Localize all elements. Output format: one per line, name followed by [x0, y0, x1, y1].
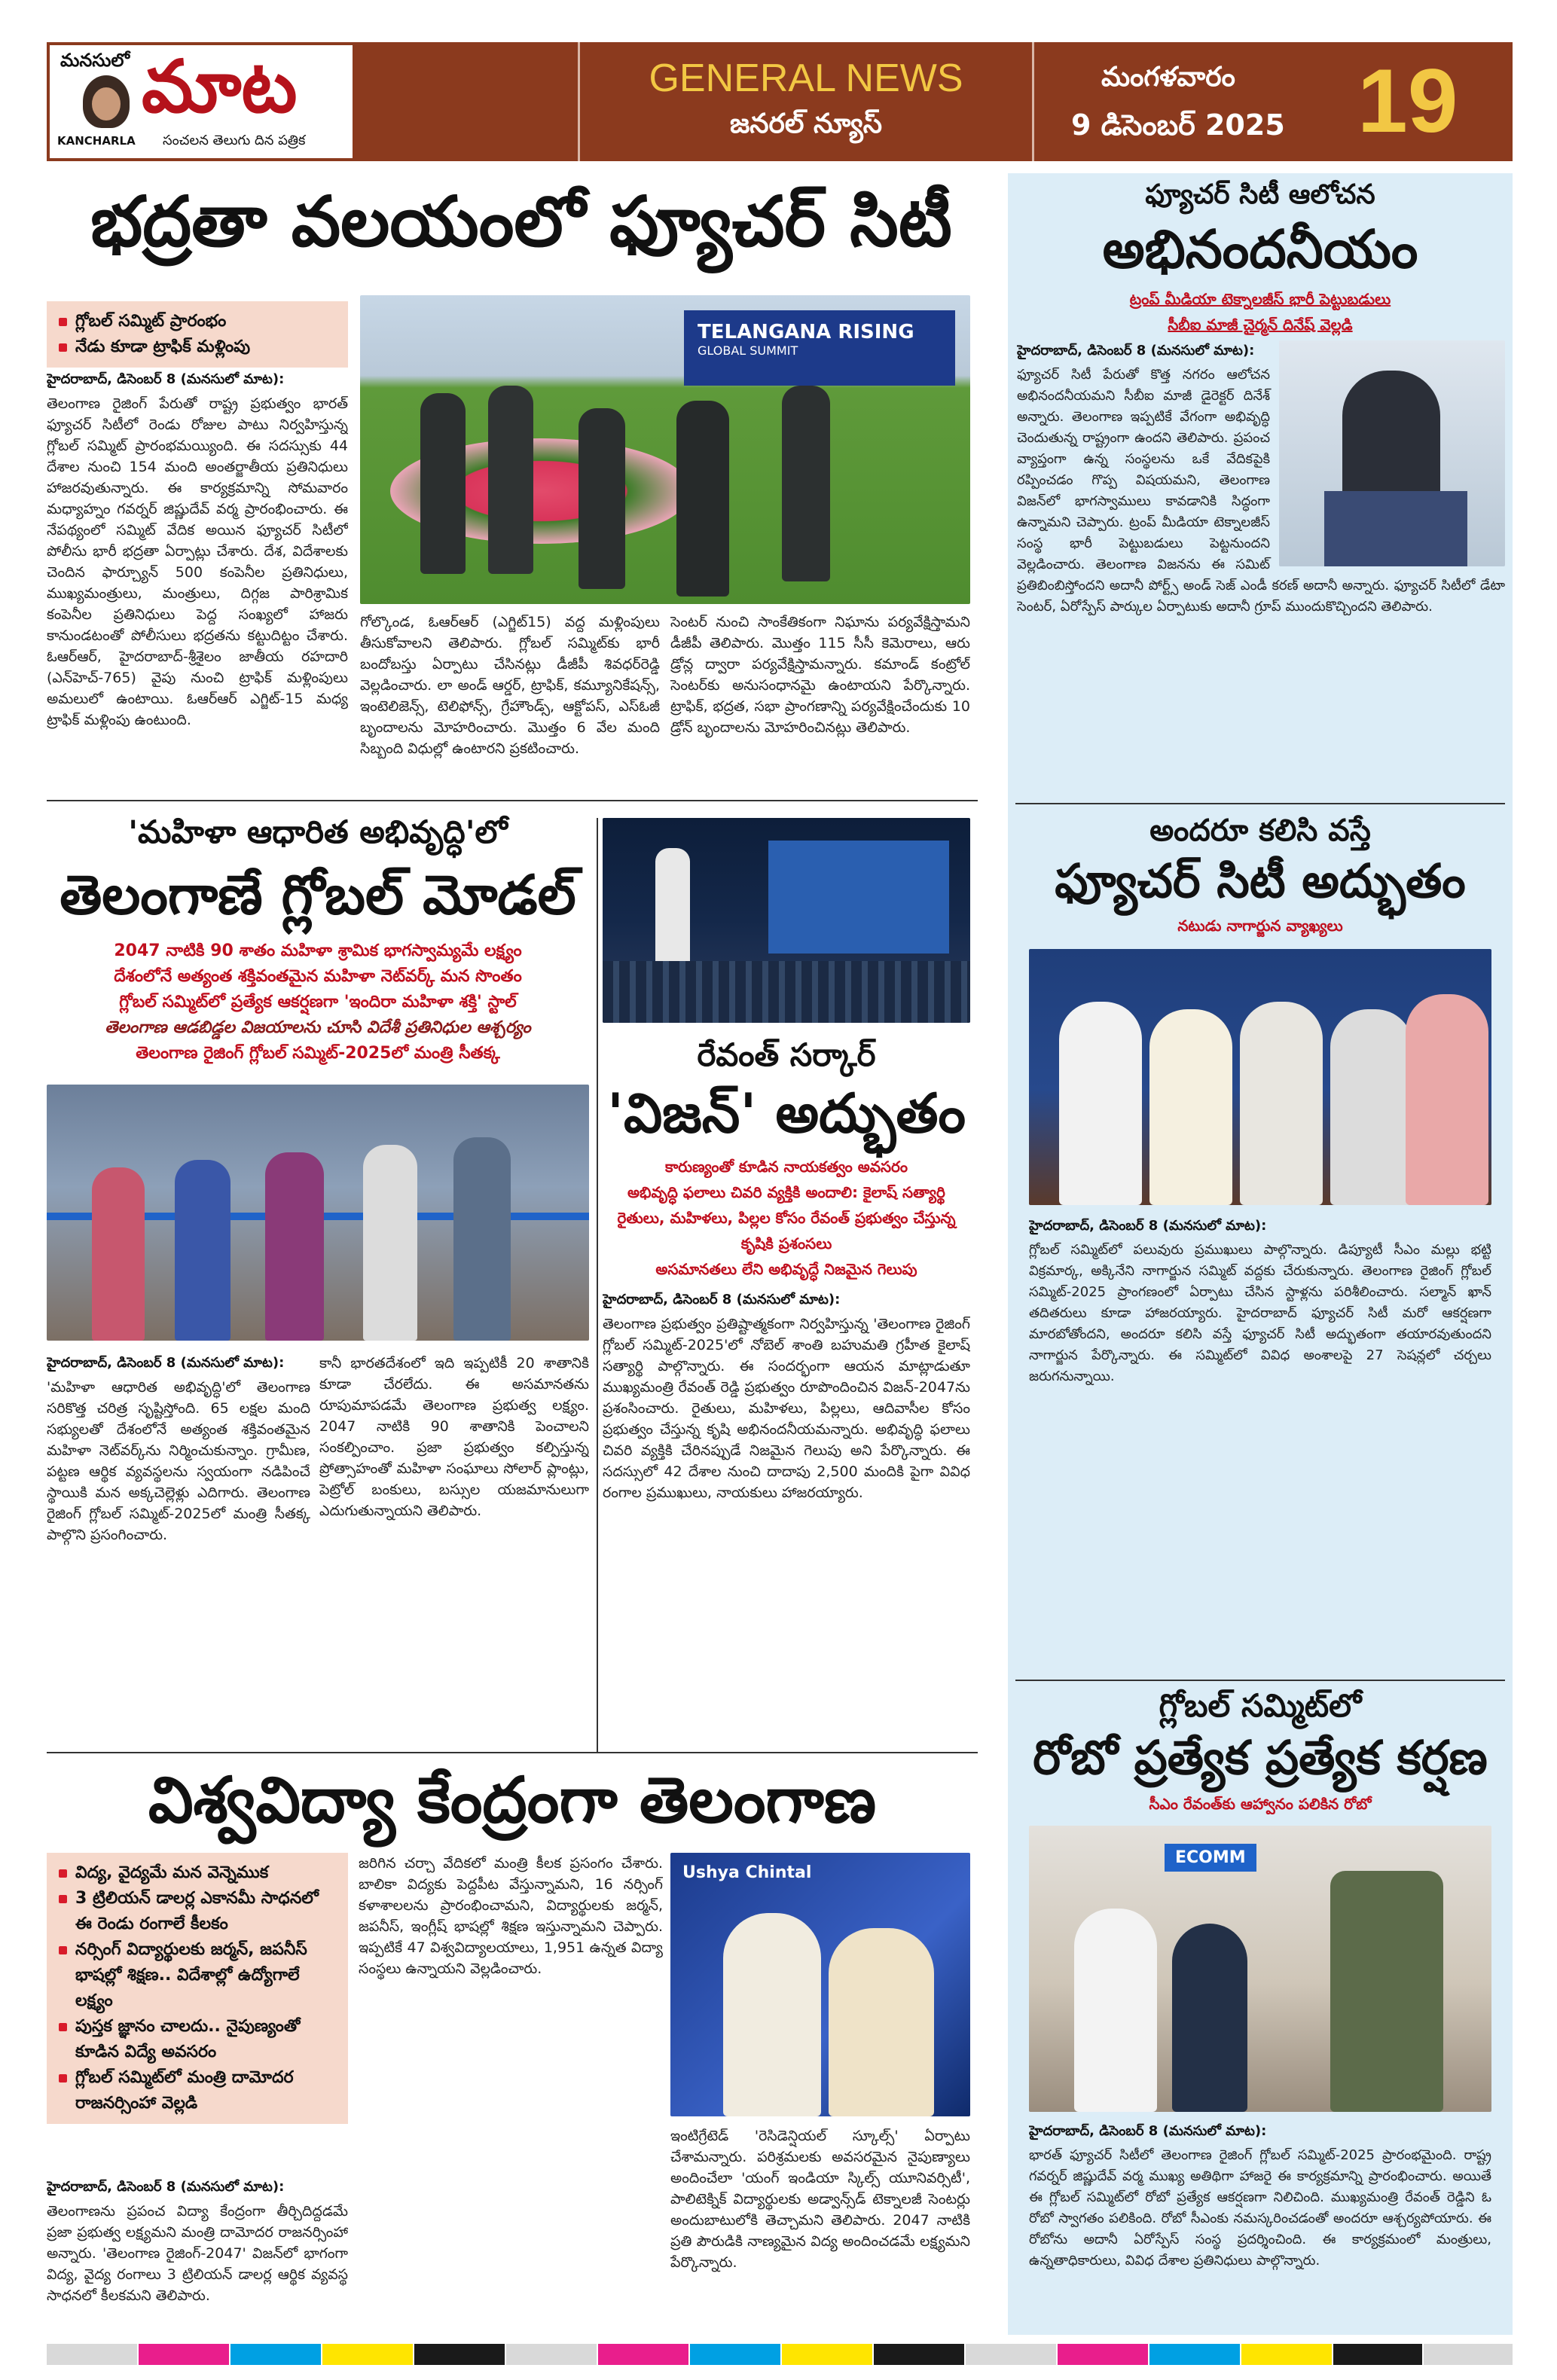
divider [47, 1752, 978, 1753]
guard [676, 401, 729, 597]
story4-col2: జరిగిన చర్చా వేదికలో మంత్రి కీలక ప్రసంగం చేశారు. బాలికా విద్యకు పెద్దపీట వేస్తున్నామని, 16 నర్సింగ్ కళాశాలలను ప్రారంభించామని, విద్యార్థులకు జర్మన్, జపనీస్, ఇంగ్లీష్ భాషల్లో శిక్షణ ఇస్తున్నామని చెప్పారు. ఇప్పటికే 47 విశ్వవిద్యాలయాలు, 1,951 ఉన్నత విద్యా సంస్థలు ఉన్నాయని వెల్లడించారు. [359, 1855, 663, 1977]
dateline: హైదరాబాద్, డిసెంబర్ 8 (మనసులో మాట): [47, 2179, 285, 2195]
sidebar-b-subhead: నటుడు నాగార్జున వ్యాఖ్యలు [1177, 917, 1343, 935]
story1-col2: గోల్కొండ, ఓఆర్ఆర్ (ఎగ్జిట్15) వద్ద మళ్లింపులు తీసుకోవాలని తెలిపారు. గ్లోబల్ సమ్మిట్‌కు భారీ బందోబస్తు ఏర్పాటు చేసినట్లు డీజీపీ శివధర్‌రెడ్డి వెల్లడించారు. లా అండ్ ఆర్డర్, ట్రాఫిక్, కమ్యూనికేషన్స్, ఇంటెలిజెన్స్, టెలిఫోన్స్, గ్రేహౌండ్స్, ఆక్టోపస్, ఎస్‌ఓజీ బృందాలను మోహరించారు. మొత్తం 6 వేల మంది సిబ్బంది విధుల్లో ఉంటారని ప్రకటించారు. [360, 614, 660, 757]
story3-headline: 'విజన్' అద్భుతం [606, 1082, 966, 1145]
divider [47, 800, 978, 801]
audience [603, 961, 970, 1023]
nagarjuna-photo [1029, 949, 1491, 1205]
conference-photo [603, 818, 970, 1023]
person [1406, 994, 1488, 1205]
guard [420, 393, 466, 574]
person [265, 1152, 324, 1341]
story1-headline: భద్రతా వలయంలో ఫ్యూచర్ సిటీ [90, 182, 952, 262]
color-swatch [782, 2344, 872, 2365]
speaker-photo [1279, 340, 1505, 566]
color-swatch [1333, 2344, 1422, 2365]
story1-bullets [47, 301, 348, 368]
color-swatch [966, 2344, 1056, 2365]
dateline: హైదరాబాద్, డిసెంబర్ 8 (మనసులో మాట): [1017, 343, 1255, 359]
color-swatch [47, 2344, 137, 2365]
subhead: రైతులు, మహిళలు, పిల్లల కోసం రేవంత్ ప్రభుత్వం చేస్తున్న కృషికి ప్రశంసలు [617, 1209, 956, 1253]
stage-screen [768, 841, 949, 954]
person [1149, 1009, 1232, 1205]
bullet: పుస్తక జ్ఞానం చాలదు.. నైపుణ్యంతో కూడిన విద్యే అవసరం [54, 2014, 340, 2065]
banner-sub: GLOBAL SUMMIT [698, 343, 798, 358]
story3-subheads [603, 1154, 970, 1282]
story4-col3: ఇంటిగ్రేటెడ్ 'రెసిడెన్షియల్ స్కూల్స్' ఏర్పాటు చేశామన్నారు. పరిశ్రమలకు అవసరమైన నైపుణ్యాలు అందించేలా 'యంగ్ ఇండియా స్కిల్స్ యూనివర్సిటీ', పాలిటెక్నిక్ విద్యార్థులకు అడ్వాన్స్‌డ్ టెక్నాలజీ సెంటర్లు అందుబాటులోకి తెచ్చామని తెలిపారు. 2047 నాటికి ప్రతి పౌరుడికి నాణ్యమైన విద్య అందించడమే లక్ష్యమని పేర్కొన్నారు. [670, 2128, 970, 2271]
sidebar-c-text: భారత్ ఫ్యూచర్ సిటీలో తెలంగాణ రైజింగ్ గ్లోబల్ సమ్మిట్-2025 ప్రారంభమైంది. రాష్ట్ర గవర్నర్ జిష్ణుదేవ్ వర్మ ముఖ్య అతిథిగా హాజరై ఈ కార్యక్రమాన్ని ప్రారంభించారు. అయితే ఈ గ్లోబల్ సమ్మిట్‌లో రోబో ప్రత్యేక ఆకర్షణగా నిలిచింది. ముఖ్యమంత్రి రేవంత్ రెడ్డిని ఓ రోబో స్వాగతం పలికింది. రోబో సీఎంకు నమస్కరించడంతో అందరూ ఆశ్చర్యపోయారు. ఈ రోబోను అదానీ ఏరోస్పేస్ సంస్థ ప్రదర్శించింది. ఈ కార్యక్రమంలో మంత్రులు, ఉన్నతాధికారులు, వివిధ దేశాల ప్రతినిధులు పాల్గొన్నారు. [1029, 2147, 1491, 2269]
bullet: నర్సింగ్ విద్యార్థులకు జర్మన్, జపనీస్ భాషల్లో శిక్షణ.. విదేశాల్లో ఉద్యోగాలే లక్ష్యం [54, 1937, 340, 2014]
security-photo [360, 295, 970, 604]
color-swatch [1424, 2344, 1513, 2365]
color-swatch [414, 2344, 505, 2365]
person [363, 1145, 417, 1341]
speaker [655, 848, 690, 976]
issue-date: 9 డిసెంబర్ 2025 [1071, 108, 1285, 142]
masthead [47, 42, 1513, 161]
brand-portrait-face [92, 87, 121, 121]
story1-col3: సెంటర్ నుంచి సాంకేతికంగా నిఘాను పర్యవేక్షిస్తామని డీజీపీ తెలిపారు. మొత్తం 115 సీసీ కెమెరాలు, ఆరు డ్రోన్ల ద్వారా పర్యవేక్షిస్తామన్నారు. కమాండ్ కంట్రోల్ సెంటర్‌కు అనుసంధానమై ఉంటాయని పేర్కొన్నారు. ట్రాఫిక్, భద్రత, సభా ప్రాంగణాన్ని పర్యవేక్షించేందుకు 10 డ్రోన్ బృందాలను మోహరించినట్లు తెలిపారు. [670, 614, 970, 736]
subhead: ట్రంప్ మీడియా టెక్నాలజీస్ భారీ పెట్టుబడులు [1129, 290, 1391, 308]
color-swatch [1241, 2344, 1332, 2365]
divider [597, 818, 598, 1752]
story3-body-text: తెలంగాణ ప్రభుత్వం ప్రతిష్టాత్మకంగా నిర్వహిస్తున్న 'తెలంగాణ రైజింగ్ గ్లోబల్ సమ్మిట్-2025'లో నోబెల్ శాంతి బహుమతి గ్రహీత కైలాష్ సత్యార్థి పాల్గొన్నారు. ఈ సందర్భంగా ఆయన మాట్లాడుతూ ముఖ్యమంత్రి రేవంత్ రెడ్డి ప్రభుత్వం రూపొందించిన విజన్-2047ను ప్రశంసించారు. రైతులు, మహిళలు, పిల్లలు, ఆదివాసీల కోసం ప్రభుత్వం చేస్తున్న కృషి అభినందనీయమన్నారు. అభివృద్ధి ఫలాలు చివరి వ్యక్తికి చేరినప్పుడే నిజమైన గెలుపు అని పేర్కొన్నారు. ఈ సదస్సులో 42 దేశాల నుంచి దాదాపు 2,500 మందికి పైగా వివిధ రంగాల ప్రముఖులు, నాయకులు హాజరయ్యారు. [603, 1316, 970, 1501]
subhead: అభివృద్ధి ఫలాలు చివరి వ్యక్తికి అందాలి: కైలాష్ సత్యార్థి [627, 1183, 945, 1201]
color-swatch [322, 2344, 413, 2365]
story2-col1-text: 'మహిళా ఆధారిత అభివృద్ధి'లో తెలంగాణ సరికొత్త చరిత్ర సృష్టిస్తోంది. 65 లక్షల మంది సభ్యులతో దేశంలోనే అత్యంత శక్తివంతమైన మహిళా నెట్‌వర్క్‌ను నిర్మించుకున్నాం. గ్రామీణ, పట్టణ ఆర్థిక వ్యవస్థలను స్వయంగా నడిపించే స్థాయికి మన అక్కచెల్లెళ్లు ఎదిగారు. తెలంగాణ రైజింగ్ గ్లోబల్ సమ్మిట్-2025లో మంత్రి సీతక్క పాల్గొని ప్రసంగించారు. [47, 1379, 310, 1543]
guard [782, 386, 830, 581]
subhead: తెలంగాణ రైజింగ్ గ్లోబల్ సమ్మిట్-2025లో మంత్రి సీతక్క [136, 1044, 500, 1063]
robot [1330, 1871, 1443, 2112]
date-divider [1032, 42, 1034, 161]
section-label-en: GENERAL NEWS [649, 56, 963, 100]
story4-col1-text: తెలంగాణను ప్రపంచ విద్యా కేంద్రంగా తీర్చిదిద్దడమే ప్రజా ప్రభుత్వ లక్ష్యమని మంత్రి దామోదర రాజనర్సింహా అన్నారు. 'తెలంగాణ రైజింగ్-2047' విజన్‌లో భాగంగా విద్య, వైద్య రంగాలు 3 ట్రిలియన్ డాలర్ల ఆర్థిక వ్యవస్థ సాధనలో కీలకమని తెలిపారు. [47, 2203, 348, 2304]
story4-headline: విశ్వవిద్యా కేంద్రంగా తెలంగాణ [148, 1763, 877, 1837]
person [1059, 1002, 1142, 1205]
subhead: 2047 నాటికి 90 శాతం మహిళా శ్రామిక భాగస్వామ్యమే లక్ష్యం [114, 941, 522, 960]
sidebar-c-subhead: సీఎం రేవంత్‌కు ఆహ్వానం పలికిన రోబో [1149, 1795, 1372, 1813]
brand-tagline: సంచలన తెలుగు దిన పత్రిక [163, 133, 306, 148]
page-number: 19 [1357, 50, 1458, 151]
bullet: గ్లోబల్ సమ్మిట్‌లో మంత్రి దామోదర రాజనర్సింహా వెల్లడి [54, 2065, 340, 2116]
sidebar-a-text: ఫ్యూచర్ సిటీ పేరుతో కొత్త నగరం ఆలోచన అభినందనీయమని సీబీఐ మాజీ డైరెక్టర్ దినేశ్ అన్నారు. తెలంగాణ ఇప్పటికే వేగంగా అభివృద్ధి చెందుతున్న రాష్ట్రంగా ఉందని తెలిపారు. ప్రపంచ వ్యాప్తంగా ఉన్న సంస్థలను ఒకే వేదికపైకి రప్పించడం గొప్ప విషయమని, తెలంగాణ విజన్‌లో భాగస్వాములు కావడానికి సిద్ధంగా ఉన్నామని చెప్పారు. ట్రంప్ మీడియా టెక్నాలజీస్ సంస్థ భారీ పెట్టుబడులు పెట్టనుందని వెల్లడించారు. తెలంగాణ విజనను ఈ సమిట్ ప్రతిబింబిస్తోందని అదానీ పోర్ట్స్ అండ్ సెజ్ ఎండీ కరణ్ అదానీ అన్నారు. ఫ్యూచర్ సిటీలో డేటా సెంటర్, ఏరోస్పేస్ పార్కుల ఏర్పాటుకు అదానీ గ్రూప్ ముందుకొచ్చిందని తెలిపారు. [1017, 367, 1505, 615]
person [1330, 1009, 1413, 1205]
color-swatch [874, 2344, 964, 2365]
guard [579, 408, 625, 589]
sidebar-c-headline: రోబో ప్రత్యేక ప్రత్యేక కర్షణ [1033, 1730, 1488, 1785]
podium [1324, 491, 1467, 566]
subhead: సీబీఐ మాజీ చైర్మన్ దినేష్ వెల్లడి [1168, 316, 1353, 334]
subhead: గ్లోబల్ సమ్మిట్‌లో ప్రత్యేక ఆకర్షణగా 'ఇందిరా మహిళా శక్తి' స్టాల్ [119, 993, 517, 1012]
brand-small-text: మనసులో [60, 50, 130, 71]
sidebar-b-kicker: అందరూ కలిసి వస్తే [1149, 813, 1371, 848]
color-swatch [1149, 2344, 1240, 2365]
bullet: నేడు కూడా ట్రాఫిక్ మళ్లింపు [54, 334, 340, 360]
sidebar-b-headline: ఫ్యూచర్ సిటీ అద్భుతం [1055, 853, 1466, 908]
person [453, 1137, 511, 1341]
story2-col2: కానీ భారతదేశంలో ఇది ఇప్పటికీ 20 శాతానికి కూడా చేరలేదు. ఈ అసమానతను రూపుమాపడమే తెలంగాణ ప్రభుత్వ లక్ష్యం. 2047 నాటికి 90 శాతానికి పెంచాలని సంకల్పించాం. ప్రజా ప్రభుత్వం కల్పిస్తున్న ప్రోత్సాహంతో మహిళా సంఘాలు సోలార్ ప్లాంట్లు, పెట్రోల్ బంకులు, బస్సుల యజమానులుగా ఎదుగుతున్నాయని తెలిపారు. [319, 1355, 589, 1519]
color-swatch [230, 2344, 321, 2365]
sidebar-b-body [1029, 1216, 1491, 1675]
dateline: హైదరాబాద్, డిసెంబర్ 8 (మనసులో మాట): [47, 371, 285, 387]
color-swatch [506, 2344, 597, 2365]
story1-col1-text: తెలంగాణ రైజింగ్ పేరుతో రాష్ట్ర ప్రభుత్వం భారత్ ఫ్యూచర్ సిటీలో రెండు రోజుల పాటు నిర్వహిస్తున్న గ్లోబల్ సమ్మిట్ ప్రారంభమయ్యింది. ఈ సదస్సుకు 44 దేశాల నుంచి 154 మంది అంతర్జాతీయ ప్రతినిధులు హాజరవుతున్నారు. ఈ కార్యక్రమాన్ని సోమవారం మధ్యాహ్నం గవర్నర్ జిష్ణుదేవ్ వర్మ ప్రారంభించారు. ఈ నేపథ్యంలో సమ్మిట్ వేదిక అయిన ఫ్యూచర్ సిటీలో పోలీసు భారీ భద్రతా ఏర్పాట్లు చేశారు. దేశ, విదేశాలకు చెందిన ఫార్చ్యూన్ 500 కంపెనీల ప్రతినిధులు, ముఖ్యమంత్రులు, మంత్రులు, దిగ్గజ పారిశ్రామిక కంపెనీల ప్రతినిధులు పెద్ద సంఖ్యలో హాజరు కానుండటంతో పోలీసులు భద్రతను కట్టుదిట్టం చేశారు. ఓఆర్ఆర్, హైదరాబాద్-శ్రీశైలం జాతీయ రహదారి (ఎన్‌హెచ్-765) వైపు నుంచి ట్రాఫిక్ మళ్లింపులు అమలులో ఉంటాయి. ఓఆర్ఆర్ ఎగ్జిట్-15 మధ్య ట్రాఫిక్ మళ్లింపు ఉంటుంది. [47, 395, 348, 728]
subhead: కారుణ్యంతో కూడిన నాయకత్వం అవసరం [664, 1158, 908, 1176]
stall-photo [47, 1085, 589, 1341]
robot-photo [1029, 1826, 1491, 2112]
person [829, 1928, 934, 2116]
stall-banner: ECOMM [1165, 1844, 1256, 1872]
person [1172, 1924, 1247, 2112]
guard [488, 386, 533, 574]
sidebar-b-text: గ్లోబల్ సమ్మిట్‌లో పలువురు ప్రముఖులు పాల్గొన్నారు. డిప్యూటీ సీఎం మల్లు భట్టి విక్రమార్క, అక్కినేని నాగార్జున సమ్మిట్ వద్దకు చేరుకున్నారు. తెలంగాణ రైజింగ్ గ్లోబల్ సమ్మిట్-2025 ప్రాంగణంలో ఏర్పాటు చేసిన స్టాళ్లను పరిశీలించారు. సల్మాన్ ఖాన్ తదితరులు కూడా హాజరయ్యారు. హైదరాబాద్ ఫ్యూచర్ సిటీ మరో ఆకర్షణగా మారబోతోందని, అందరూ కలిసి వస్తే ఫ్యూచర్ సిటీ అద్భుతంగా తయారవుతుందని నాగార్జున పేర్కొన్నారు. ఈ సమ్మిట్‌లో వివిధ అంశాలపై 27 సెషన్లలో చర్చలు జరుగనున్నాయి. [1029, 1242, 1491, 1384]
sidebar-a-kicker: ఫ్యూచర్ సిటీ ఆలోచన [1145, 179, 1375, 210]
screen-text: Ushya Chintal [682, 1863, 812, 1882]
dateline: హైదరాబాద్, డిసెంబర్ 8 (మనసులో మాట): [1029, 2123, 1267, 2139]
story2-subheads [47, 938, 589, 1066]
summit-banner [684, 310, 955, 386]
section-label-te: జనరల్ న్యూస్ [729, 108, 883, 139]
sidebar-c-kicker: గ్లోబల్ సమ్మిట్‌లో [1159, 1687, 1362, 1724]
dateline: హైదరాబాద్, డిసెంబర్ 8 (మనసులో మాట): [47, 1355, 285, 1371]
person [1074, 1909, 1157, 2112]
bullet: 3 ట్రిలియన్ డాలర్ల ఎకానమీ సాధనలో ఈ రెండు రంగాలే కీలకం [54, 1886, 340, 1937]
story3-kicker: రేవంత్ సర్కార్ [697, 1036, 876, 1073]
print-color-bar [47, 2344, 1513, 2365]
sidebar-c-body [1029, 2121, 1491, 2333]
brand-owner: KANCHARLA [57, 134, 136, 148]
color-swatch [1058, 2344, 1148, 2365]
subhead: దేశంలోనే అత్యంత శక్తివంతమైన మహిళా నెట్‌వర్క్ మన సొంతం [114, 967, 522, 986]
story1-col1 [47, 369, 348, 791]
sidebar-a-subheads [1008, 286, 1513, 337]
story4-bullets [47, 1853, 348, 2124]
sidebar-a-headline: అభినందనీయం [1102, 218, 1418, 280]
dateline: హైదరాబాద్, డిసెంబర్ 8 (మనసులో మాట): [603, 1292, 841, 1307]
issue-day: మంగళవారం [1101, 62, 1235, 93]
brand-logo [50, 45, 353, 158]
color-swatch [690, 2344, 780, 2365]
banner-title: TELANGANA RISING [698, 321, 914, 343]
subhead: తెలంగాణ ఆడబిడ్డల విజయాలను చూసి విదేశీ ప్రతినిధుల ఆశ్చర్యం [105, 1018, 531, 1037]
story4-col1 [47, 2177, 348, 2312]
brand-name: మాట [142, 44, 298, 129]
person [1240, 1002, 1323, 1205]
minister-photo [670, 1853, 970, 2116]
story2-headline: తెలంగాణే గ్లోబల్ మోడల్ [60, 863, 576, 926]
color-swatch [139, 2344, 229, 2365]
story3-body [603, 1289, 970, 1741]
divider [1015, 1680, 1505, 1681]
person [92, 1167, 145, 1341]
story2-kicker: 'మహిళా ఆధారిత అభివృద్ధి'లో [128, 813, 508, 850]
story2-col1 [47, 1353, 310, 1729]
subhead: అసమానతలు లేని అభివృద్ధే నిజమైన గెలుపు [655, 1260, 917, 1278]
person [723, 1913, 821, 2116]
person [175, 1160, 230, 1341]
bullet: గ్లోబల్ సమ్మిట్ ప్రారంభం [54, 309, 340, 334]
divider [1015, 803, 1505, 804]
bullet: విద్య, వైద్యమే మన వెన్నెముక [54, 1860, 340, 1886]
sidebar-a-body [1017, 340, 1505, 792]
color-swatch [598, 2344, 688, 2365]
dateline: హైదరాబాద్, డిసెంబర్ 8 (మనసులో మాట): [1029, 1218, 1267, 1234]
